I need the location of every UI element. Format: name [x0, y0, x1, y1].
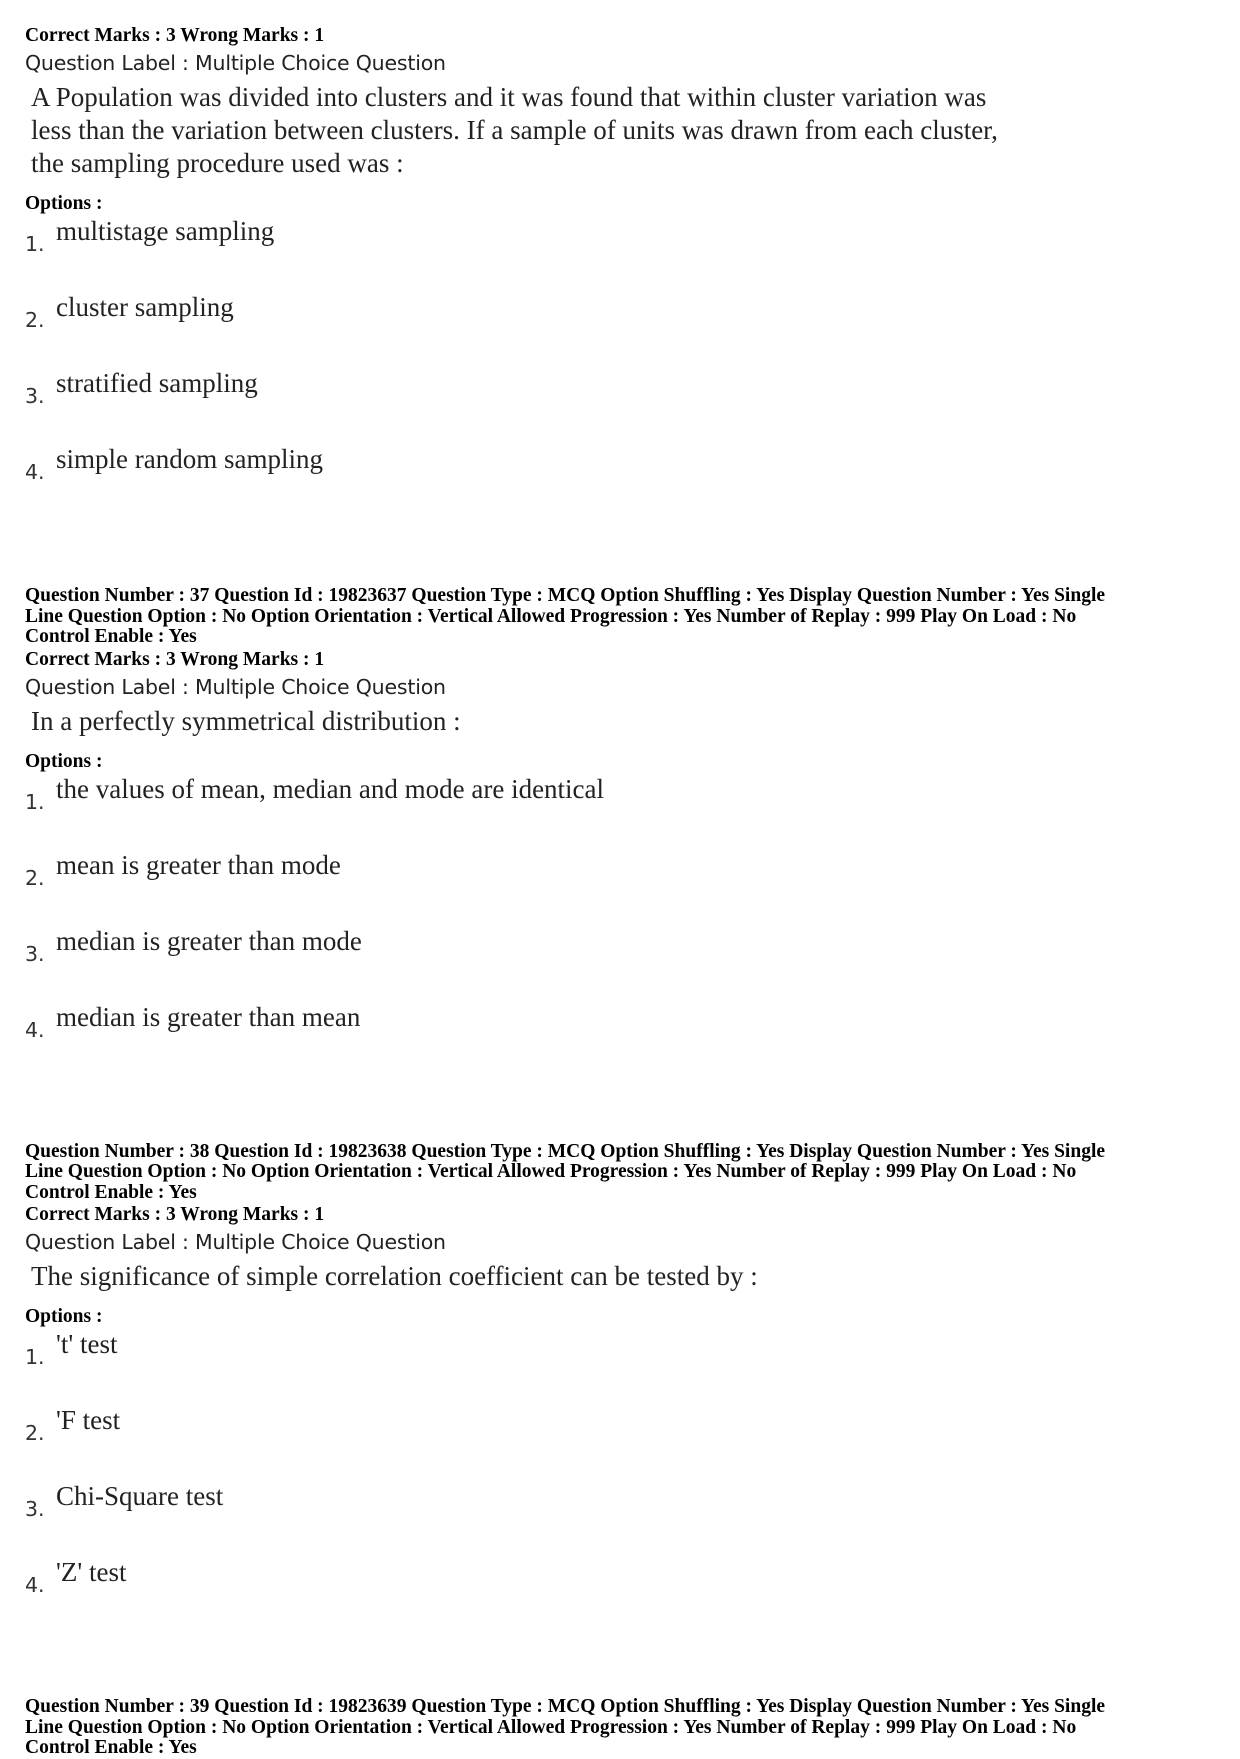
- marks-info: Correct Marks : 3 Wrong Marks : 1: [25, 25, 325, 46]
- option-text: stratified sampling: [56, 368, 258, 398]
- option-text: cluster sampling: [56, 292, 234, 322]
- option-number: 4.: [25, 1573, 45, 1597]
- option-number: 2.: [25, 308, 45, 332]
- option-3[interactable]: [25, 926, 1220, 1002]
- meta-line: Question Number : 37 Question Id : 19823637 Question Type : MCQ Option Shuffling : Yes Display Question Number : Yes Single: [25, 585, 1106, 606]
- option-text: 't' test: [56, 1329, 118, 1359]
- option-3[interactable]: [25, 368, 1220, 444]
- spacer: [25, 520, 1220, 586]
- option-number: 3.: [25, 1497, 45, 1521]
- option-text: 'F test: [56, 1405, 121, 1435]
- option-text: 'Z' test: [56, 1557, 127, 1587]
- question-stem: [25, 705, 1220, 738]
- meta-line: Line Question Option : No Option Orientation : Vertical Allowed Progression : Yes Number of Replay : 999 Play On Load : No: [25, 1161, 1077, 1182]
- option-2[interactable]: [25, 292, 1220, 368]
- option-number: 4.: [25, 460, 45, 484]
- question-37: [25, 586, 1220, 1078]
- options-label: Options :: [25, 193, 103, 214]
- spacer: [25, 1633, 1220, 1697]
- option-text: mean is greater than mode: [56, 849, 341, 880]
- option-3[interactable]: [25, 1481, 1220, 1557]
- option-1[interactable]: [25, 774, 1220, 850]
- option-1[interactable]: [25, 216, 1220, 292]
- question-meta: [25, 1142, 1220, 1204]
- question-36: [25, 24, 1220, 520]
- option-number: 4.: [25, 1017, 45, 1042]
- question-meta: [25, 586, 1220, 648]
- option-text: the values of mean, median and mode are identical: [56, 773, 605, 804]
- question-stem: [25, 1260, 1220, 1293]
- option-text: median is greater than mean: [56, 1001, 361, 1032]
- marks-info: Correct Marks : 3 Wrong Marks : 1: [25, 1204, 325, 1225]
- option-4[interactable]: [25, 1002, 1220, 1078]
- meta-line: Control Enable : Yes: [25, 626, 197, 647]
- stem-line: In a perfectly symmetrical distribution :: [31, 705, 461, 736]
- option-2[interactable]: [25, 850, 1220, 926]
- meta-line: Question Number : 38 Question Id : 19823638 Question Type : MCQ Option Shuffling : Yes Display Question Number : Yes Single: [25, 1140, 1106, 1162]
- option-number: 1.: [25, 1345, 45, 1369]
- stem-line: the sampling procedure used was :: [31, 148, 404, 178]
- question-stem: [25, 81, 1220, 180]
- option-text: median is greater than mode: [56, 925, 362, 956]
- question-label: Question Label : Multiple Choice Question: [25, 51, 446, 75]
- option-4[interactable]: [25, 444, 1220, 520]
- option-number: 2.: [25, 1421, 45, 1445]
- meta-line: Line Question Option : No Option Orientation : Vertical Allowed Progression : Yes Number of Replay : 999 Play On Load : No: [25, 605, 1077, 627]
- option-number: 1.: [25, 789, 45, 814]
- stem-line: A Population was divided into clusters and it was found that within cluster variation was: [31, 82, 987, 112]
- option-number: 3.: [25, 941, 45, 966]
- option-text: multistage sampling: [56, 216, 275, 246]
- option-1[interactable]: [25, 1329, 1220, 1405]
- stem-line: less than the variation between clusters. If a sample of units was drawn from each cluster,: [31, 115, 998, 145]
- exam-page: [25, 24, 1220, 1759]
- meta-line: Question Number : 39 Question Id : 19823639 Question Type : MCQ Option Shuffling : Yes Display Question Number : Yes Single: [25, 1696, 1106, 1717]
- option-4[interactable]: [25, 1557, 1220, 1633]
- option-2[interactable]: [25, 1405, 1220, 1481]
- question-label: Question Label : Multiple Choice Question: [25, 1230, 446, 1254]
- question-39: [25, 1697, 1220, 1759]
- question-meta: [25, 1697, 1220, 1759]
- meta-line: Control Enable : Yes: [25, 1737, 197, 1758]
- options-label: Options :: [25, 750, 103, 772]
- option-text: simple random sampling: [56, 444, 323, 474]
- option-number: 2.: [25, 865, 45, 890]
- stem-line: The significance of simple correlation coefficient can be tested by :: [31, 1261, 758, 1291]
- meta-line: Line Question Option : No Option Orientation : Vertical Allowed Progression : Yes Number of Replay : 999 Play On Load : No: [25, 1716, 1077, 1738]
- option-text: Chi-Square test: [56, 1481, 224, 1511]
- spacer: [25, 1078, 1220, 1142]
- marks-info: Correct Marks : 3 Wrong Marks : 1: [25, 648, 325, 670]
- options-label: Options :: [25, 1306, 103, 1327]
- option-number: 1.: [25, 232, 45, 256]
- question-38: [25, 1142, 1220, 1634]
- question-label: Question Label : Multiple Choice Question: [25, 674, 446, 699]
- meta-line: Control Enable : Yes: [25, 1181, 197, 1203]
- option-number: 3.: [25, 384, 45, 408]
